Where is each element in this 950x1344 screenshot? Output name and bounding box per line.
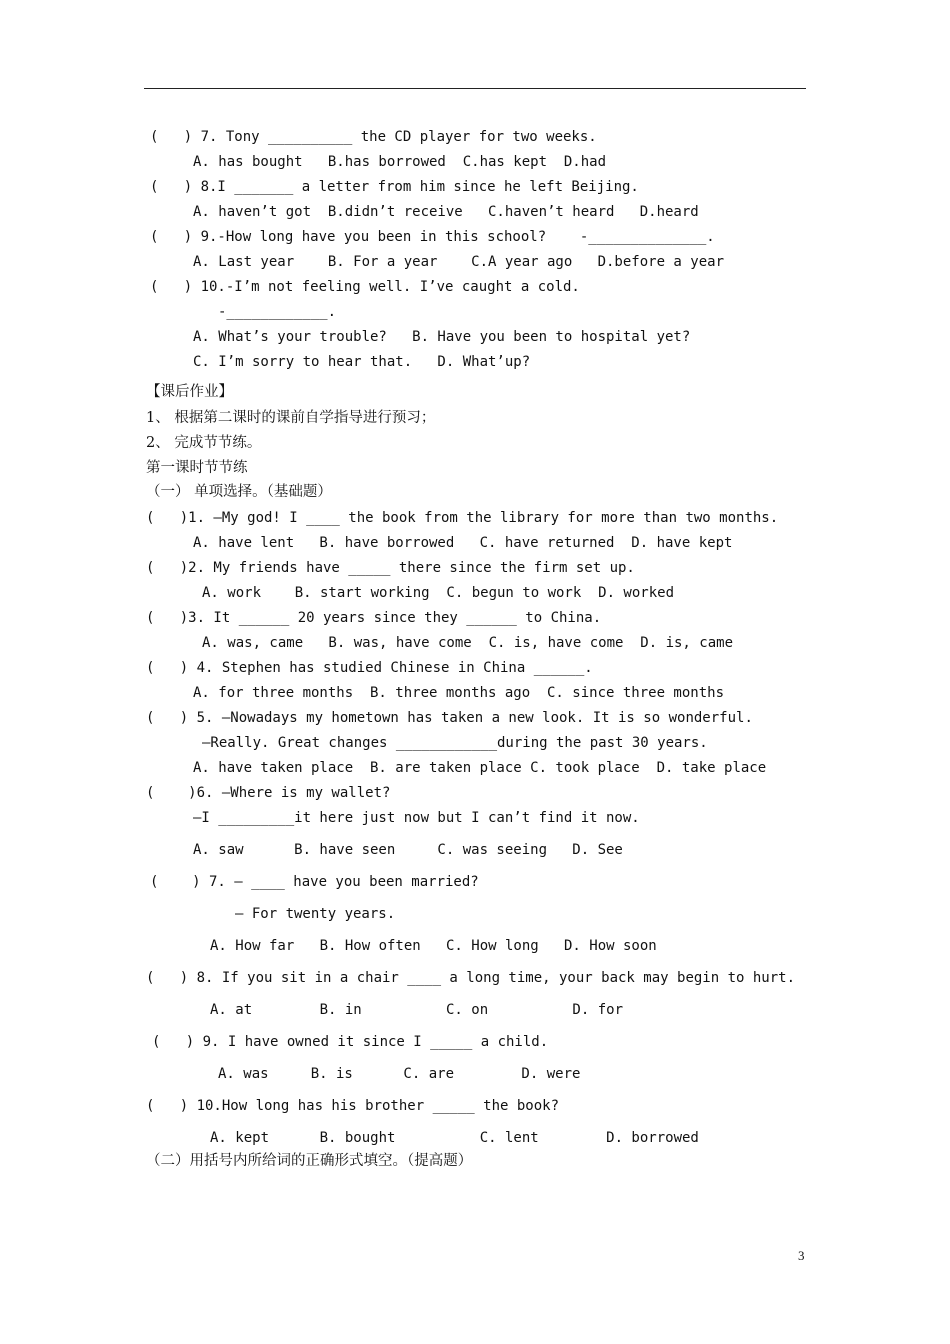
q10-stem: ( ) 10.-I’m not feeling well. I’ve caught a cold. — [150, 279, 580, 295]
ex2-stem: ( )2. My friends have _____ there since the firm set up. — [146, 560, 635, 576]
ex5-options: A. have taken place B. are taken place C. took place D. take place — [193, 760, 767, 776]
ex1-stem: ( )1. —My god! I ____ the book from the library for more than two months. — [146, 510, 779, 526]
q7-options: A. has bought B.has borrowed C.has kept D.had — [193, 154, 607, 170]
homework-heading: 【课后作业】 — [146, 384, 233, 400]
ex9-options: A. was B. is C. are D. were — [218, 1066, 581, 1082]
ex6-response: —I _________it here just now but I can’t find it now. — [193, 810, 640, 826]
q9-options: A. Last year B. For a year C.A year ago D.before a year — [193, 254, 725, 270]
homework-item-2: 2、 完成节节练。 — [146, 435, 262, 451]
ex4-options: A. for three months B. three months ago C. since three months — [193, 685, 725, 701]
ex1-options: A. have lent B. have borrowed C. have returned D. have kept — [193, 535, 733, 551]
q10-options-a: A. What’s your trouble? B. Have you been to hospital yet? — [193, 329, 691, 345]
ex3-stem: ( )3. It ______ 20 years since they ______ to China. — [146, 610, 602, 626]
page-number: 3 — [798, 1248, 805, 1263]
ex7-stem: ( ) 7. — ____ have you been married? — [150, 874, 479, 890]
section-title: 第一课时节节练 — [146, 460, 248, 476]
ex2-options: A. work B. start working C. begun to work D. worked — [202, 585, 675, 601]
ex9-stem: ( ) 9. I have owned it since I _____ a child. — [152, 1034, 549, 1050]
ex4-stem: ( ) 4. Stephen has studied Chinese in China ______. — [146, 660, 593, 676]
ex7-response: — For twenty years. — [235, 906, 396, 922]
q7-stem: ( ) 7. Tony __________ the CD player for two weeks. — [150, 129, 597, 145]
ex7-options: A. How far B. How often C. How long D. How soon — [210, 938, 657, 954]
ex8-stem: ( ) 8. If you sit in a chair ____ a long time, your back may begin to hurt. — [146, 970, 796, 986]
ex6-stem: ( )6. —Where is my wallet? — [146, 785, 391, 801]
ex5-response: —Really. Great changes ____________during the past 30 years. — [202, 735, 708, 751]
ex3-options: A. was, came B. was, have come C. is, have come D. is, came — [202, 635, 734, 651]
ex10-options: A. kept B. bought C. lent D. borrowed — [210, 1130, 699, 1146]
q8-stem: ( ) 8.I _______ a letter from him since he left Beijing. — [150, 179, 639, 195]
q9-stem: ( ) 9.-How long have you been in this school? -______________. — [150, 229, 715, 245]
part-one-heading: （一） 单项选择。（基础题） — [146, 484, 332, 500]
q10-options-c: C. I’m sorry to hear that. D. What’up? — [193, 354, 531, 370]
ex10-stem: ( ) 10.How long has his brother _____ the book? — [146, 1098, 560, 1114]
q8-options: A. haven’t got B.didn’t receive C.haven’t heard D.heard — [193, 204, 699, 220]
homework-item-1: 1、 根据第二课时的课前自学指导进行预习； — [146, 410, 436, 426]
ex8-options: A. at B. in C. on D. for — [210, 1002, 624, 1018]
part-two-heading: （二）用括号内所给词的正确形式填空。（提高题） — [146, 1153, 473, 1169]
ex6-options: A. saw B. have seen C. was seeing D. See — [193, 842, 623, 858]
ex5-stem: ( ) 5. —Nowadays my hometown has taken a new look. It is so wonderful. — [146, 710, 753, 726]
q10-blank: -____________. — [218, 304, 337, 320]
header-rule — [144, 88, 806, 89]
